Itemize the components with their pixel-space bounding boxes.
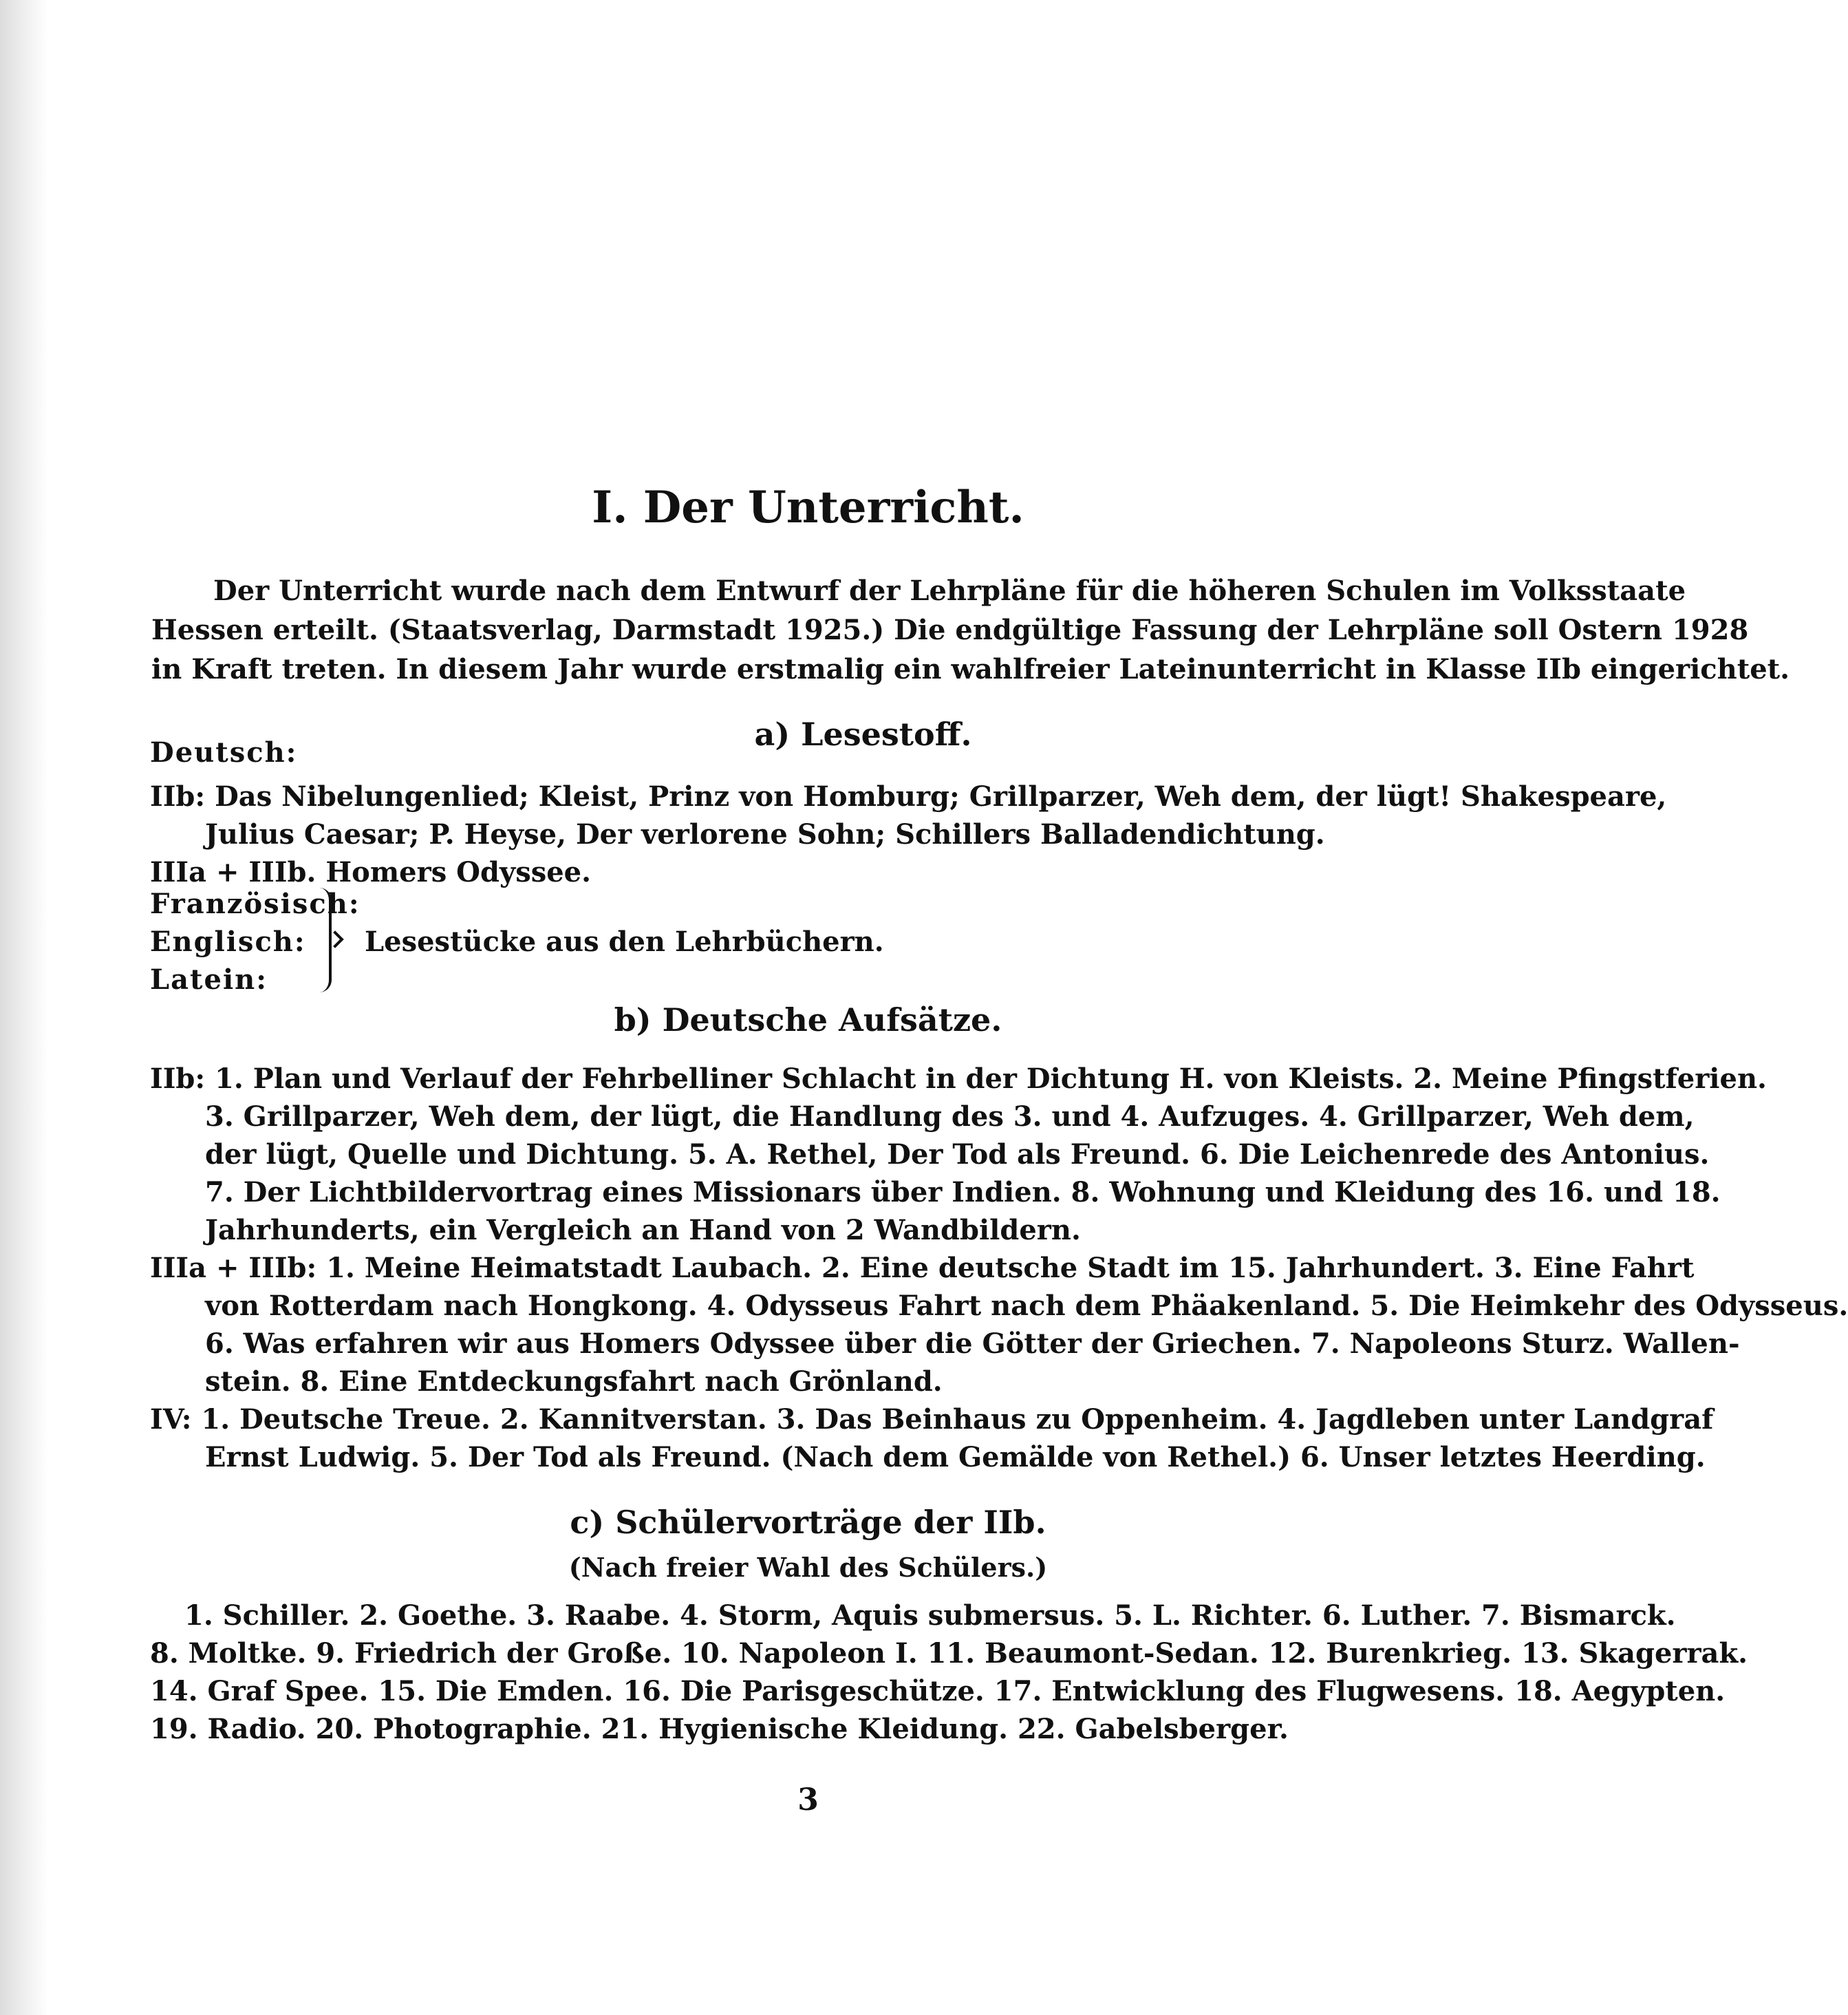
section-a-lines xyxy=(150,778,1667,891)
section-c-line-1: 1. Schiller. 2. Goethe. 3. Raabe. 4. Storm, Aquis submersus. 5. L. Richter. 6. Luther. 7. Bismarck. xyxy=(184,1599,1676,1632)
section-b-line-8: 6. Was erfahren wir aus Homers Odyssee über die Götter der Griechen. 7. Napoleons Sturz. Wallen- xyxy=(205,1328,1740,1360)
section-b-heading: b) Deutsche Aufsätze. xyxy=(614,1001,1002,1038)
deutsch-label: Deutsch: xyxy=(150,736,298,769)
section-c-line-3: 14. Graf Spee. 15. Die Emden. 16. Die Parisgeschütze. 17. Entwicklung des Flugwesens. 18. Aegypten. xyxy=(150,1675,1726,1707)
language-french: Französisch: xyxy=(150,888,361,920)
section-c-line-4: 19. Radio. 20. Photographie. 21. Hygienische Kleidung. 22. Gabelsberger. xyxy=(150,1713,1289,1745)
language-latin: Latein: xyxy=(150,963,268,996)
section-c-lines xyxy=(150,1597,1748,1748)
section-a-line-3: IIIa + IIIb. Homers Odyssee. xyxy=(150,856,592,888)
page-number: 3 xyxy=(797,1782,819,1817)
section-c-subheading: (Nach freier Wahl des Schülers.) xyxy=(568,1552,1048,1583)
section-b-line-4: 7. Der Lichtbildervortrag eines Missionars über Indien. 8. Wohnung und Kleidung des 16. und 18. xyxy=(205,1176,1721,1208)
section-b-line-7: von Rotterdam nach Hongkong. 4. Odysseus Fahrt nach dem Phäakenland. 5. Die Heimkehr des Odysseus. xyxy=(205,1290,1848,1322)
section-a-line-1: IIb: Das Nibelungenlied; Kleist, Prinz von Homburg; Grillparzer, Weh dem, der lügt! Shakespeare, xyxy=(150,780,1667,813)
intro-paragraph xyxy=(151,571,1790,689)
section-b-line-9: stein. 8. Eine Entdeckungsfahrt nach Grönland. xyxy=(205,1365,943,1398)
intro-line-3: in Kraft treten. In diesem Jahr wurde erstmalig ein wahlfreier Lateinunterricht in Klasse IIb eingerichtet. xyxy=(151,653,1790,685)
section-b-line-3: der lügt, Quelle und Dichtung. 5. A. Rethel, Der Tod als Freund. 6. Die Leichenrede des Antonius. xyxy=(205,1138,1710,1171)
section-b-line-11: Ernst Ludwig. 5. Der Tod als Freund. (Nach dem Gemälde von Rethel.) 6. Unser letztes Heerding. xyxy=(205,1441,1706,1473)
language-english: Englisch: xyxy=(150,926,306,958)
section-b-line-10: IV: 1. Deutsche Treue. 2. Kannitverstan. 3. Das Beinhaus zu Oppenheim. 4. Jagdleben unter Landgraf xyxy=(150,1403,1714,1436)
section-b-line-2: 3. Grillparzer, Weh dem, der lügt, die Handlung des 3. und 4. Aufzuges. 4. Grillparzer, Weh dem, xyxy=(205,1100,1695,1133)
section-b-line-1: IIb: 1. Plan und Verlauf der Fehrbelliner Schlacht in der Dichtung H. von Kleists. 2. Meine Pfingstferien. xyxy=(150,1063,1767,1095)
intro-line-2: Hessen erteilt. (Staatsverlag, Darmstadt 1925.) Die endgültige Fassung der Lehrpläne soll Ostern 1928 xyxy=(151,614,1749,646)
intro-line-1: Der Unterricht wurde nach dem Entwurf der Lehrpläne für die höheren Schulen im Volksstaate xyxy=(213,575,1686,607)
section-c-line-2: 8. Moltke. 9. Friedrich der Große. 10. Napoleon I. 11. Beaumont-Sedan. 12. Burenkrieg. 13. Skagerrak. xyxy=(150,1637,1748,1670)
section-b-line-5: Jahrhunderts, ein Vergleich an Hand von 2 Wandbildern. xyxy=(205,1214,1081,1246)
section-b-line-6: IIIa + IIIb: 1. Meine Heimatstadt Laubach. 2. Eine deutsche Stadt im 15. Jahrhundert. 3. Eine Fahrt xyxy=(150,1252,1695,1284)
section-a-line-2: Julius Caesar; P. Heyse, Der verlorene Sohn; Schillers Balladendichtung. xyxy=(205,818,1325,851)
languages-text: Lesestücke aus den Lehrbüchern. xyxy=(365,926,884,958)
section-a-heading: a) Lesestoff. xyxy=(754,716,972,753)
page-title: I. Der Unterricht. xyxy=(592,482,1024,533)
section-c-heading: c) Schülervorträge der IIb. xyxy=(570,1504,1046,1541)
section-b-lines xyxy=(150,1060,1848,1476)
